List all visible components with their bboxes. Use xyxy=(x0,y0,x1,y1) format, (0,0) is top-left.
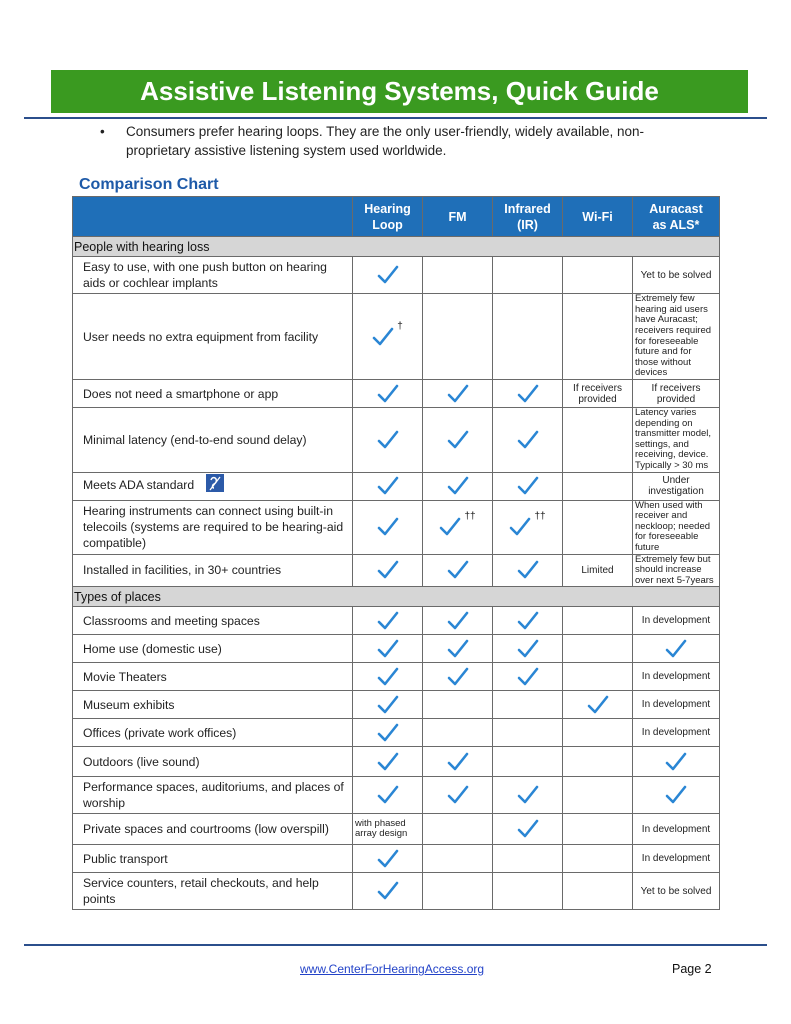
cell-infrared xyxy=(493,873,563,910)
table-row xyxy=(73,257,720,294)
checkmark-icon xyxy=(517,384,539,404)
cell-auracast xyxy=(633,747,720,777)
checkmark-icon xyxy=(377,785,399,805)
cell-fm xyxy=(423,747,493,777)
cell-infrared xyxy=(493,691,563,719)
hearing-assistance-icon xyxy=(206,474,224,492)
cell-fm xyxy=(423,554,493,587)
table-row xyxy=(73,380,720,408)
row-label: Movie Theaters xyxy=(83,669,167,684)
row-label: Offices (private work offices) xyxy=(83,725,237,740)
cell-fm xyxy=(423,691,493,719)
cell-note: Extremely few hearing aid users have Auracast; receivers required for foreseeable future and for those without devices xyxy=(635,293,712,379)
cell-wifi xyxy=(563,380,633,408)
row-label-cell xyxy=(73,845,353,873)
table-row xyxy=(73,554,720,587)
bullet-dot-icon: • xyxy=(100,124,105,139)
row-label: Easy to use, with one push button on hearing aids or cochlear implants xyxy=(83,260,327,290)
row-label-cell xyxy=(73,747,353,777)
checkmark-icon xyxy=(517,819,539,839)
cell-wifi xyxy=(563,554,633,587)
comparison-table xyxy=(72,196,720,910)
row-label: Museum exhibits xyxy=(83,697,175,712)
cell-hearing-loop xyxy=(353,814,423,845)
row-label-cell xyxy=(73,294,353,380)
intro-bullet xyxy=(100,122,690,160)
checkmark-icon xyxy=(447,611,469,631)
cell-hearing-loop xyxy=(353,635,423,663)
cell-note: In development xyxy=(641,615,711,627)
cell-note: If receivers provided xyxy=(651,382,701,405)
cell-hearing-loop xyxy=(353,873,423,910)
row-label: Private spaces and courtrooms (low overspill) xyxy=(83,822,329,837)
cell-fm xyxy=(423,500,493,554)
row-label: Performance spaces, auditoriums, and places of worship xyxy=(83,780,344,811)
checkmark-icon xyxy=(447,785,469,805)
row-label-cell xyxy=(73,607,353,635)
cell-fm xyxy=(423,408,493,473)
checkmark-icon xyxy=(377,517,399,537)
cell-infrared xyxy=(493,408,563,473)
cell-hearing-loop xyxy=(353,719,423,747)
cell-auracast xyxy=(633,294,720,380)
checkmark-icon xyxy=(517,476,539,496)
table-row xyxy=(73,663,720,691)
checkmark-icon xyxy=(517,639,539,659)
cell-auracast xyxy=(633,607,720,635)
cell-auracast xyxy=(633,845,720,873)
section-row xyxy=(73,237,720,257)
table-row xyxy=(73,814,720,845)
checkmark-icon xyxy=(377,476,399,496)
cell-fm xyxy=(423,873,493,910)
checkmark-icon xyxy=(665,752,687,772)
cell-fm xyxy=(423,607,493,635)
cell-wifi xyxy=(563,607,633,635)
header-line: FM xyxy=(448,209,467,224)
checkmark-icon xyxy=(377,639,399,659)
checkmark-icon xyxy=(377,723,399,743)
row-label: Minimal latency (end-to-end sound delay) xyxy=(83,432,307,447)
website-link[interactable]: www.CenterForHearingAccess.org xyxy=(300,962,485,976)
cell-auracast xyxy=(633,691,720,719)
row-label-cell xyxy=(73,257,353,294)
checkmark-icon xyxy=(377,849,399,869)
cell-auracast xyxy=(633,635,720,663)
cell-hearing-loop xyxy=(353,408,423,473)
footnote-mark: †† xyxy=(534,511,546,523)
cell-fm xyxy=(423,294,493,380)
cell-fm xyxy=(423,663,493,691)
page-title: Assistive Listening Systems, Quick Guide xyxy=(51,70,748,113)
table-row xyxy=(73,719,720,747)
cell-wifi xyxy=(563,500,633,554)
checkmark-icon xyxy=(447,384,469,404)
header-divider xyxy=(24,117,767,119)
cell-wifi xyxy=(563,257,633,294)
cell-auracast xyxy=(633,380,720,408)
row-label: Home use (domestic use) xyxy=(83,641,222,656)
row-label: Service counters, retail checkouts, and help points xyxy=(83,876,319,907)
cell-hearing-loop xyxy=(353,380,423,408)
checkmark-icon xyxy=(665,639,687,659)
cell-fm xyxy=(423,472,493,500)
cell-wifi xyxy=(563,873,633,910)
table-row xyxy=(73,408,720,473)
row-label-cell xyxy=(73,472,353,500)
cell-infrared xyxy=(493,635,563,663)
cell-infrared xyxy=(493,472,563,500)
header-line: (IR) xyxy=(517,217,538,232)
cell-hearing-loop xyxy=(353,777,423,814)
section-heading: People with hearing loss xyxy=(73,237,720,257)
table-row xyxy=(73,777,720,814)
cell-infrared xyxy=(493,554,563,587)
cell-auracast xyxy=(633,873,720,910)
cell-hearing-loop xyxy=(353,257,423,294)
cell-fm xyxy=(423,257,493,294)
cell-wifi xyxy=(563,663,633,691)
page-number: Page 2 xyxy=(672,962,712,976)
row-label: Outdoors (live sound) xyxy=(83,754,200,769)
cell-wifi xyxy=(563,747,633,777)
cell-wifi xyxy=(563,691,633,719)
table-row xyxy=(73,607,720,635)
cell-auracast xyxy=(633,554,720,587)
header-line: Loop xyxy=(372,217,403,232)
cell-note: In development xyxy=(641,823,711,835)
cell-note: If receivers provided xyxy=(573,382,622,405)
cell-note: In development xyxy=(641,727,711,739)
row-label-cell xyxy=(73,777,353,814)
cell-hearing-loop xyxy=(353,845,423,873)
row-label-cell xyxy=(73,873,353,910)
cell-auracast xyxy=(633,814,720,845)
checkmark-icon xyxy=(377,560,399,580)
row-label-cell xyxy=(73,380,353,408)
cell-infrared xyxy=(493,257,563,294)
row-label: Public transport xyxy=(83,851,168,866)
table-header-row xyxy=(73,197,720,237)
table-row xyxy=(73,747,720,777)
header-line: Wi-Fi xyxy=(582,209,613,224)
cell-fm xyxy=(423,845,493,873)
cell-note: In development xyxy=(641,853,711,865)
checkmark-icon xyxy=(517,430,539,450)
cell-note: Latency varies depending on transmitter model, settings, and receiving, device. Typically > 30 ms xyxy=(635,407,712,471)
cell-wifi xyxy=(563,472,633,500)
cell-note: In development xyxy=(641,699,711,711)
header-blank-cell xyxy=(73,197,353,237)
checkmark-icon xyxy=(517,785,539,805)
cell-infrared xyxy=(493,747,563,777)
row-label: Installed in facilities, in 30+ countries xyxy=(83,563,282,578)
checkmark-icon xyxy=(509,517,531,537)
checkmark-icon xyxy=(447,752,469,772)
header-line: Hearing xyxy=(364,201,411,216)
header-infrared xyxy=(493,197,563,237)
table-row xyxy=(73,294,720,380)
cell-infrared xyxy=(493,380,563,408)
checkmark-icon xyxy=(447,639,469,659)
cell-note: Limited xyxy=(581,564,614,576)
cell-hearing-loop xyxy=(353,663,423,691)
cell-wifi xyxy=(563,814,633,845)
row-label-cell xyxy=(73,663,353,691)
header-line: Infrared xyxy=(504,201,551,216)
checkmark-icon xyxy=(447,667,469,687)
footnote-mark: † xyxy=(397,320,403,332)
header-auracast xyxy=(633,197,720,237)
checkmark-icon xyxy=(665,785,687,805)
cell-fm xyxy=(423,777,493,814)
cell-infrared xyxy=(493,845,563,873)
checkmark-icon xyxy=(447,560,469,580)
checkmark-icon xyxy=(377,384,399,404)
cell-note: When used with receiver and neckloop; needed for foreseeable future xyxy=(635,499,711,553)
checkmark-icon xyxy=(377,667,399,687)
row-label-cell xyxy=(73,814,353,845)
footer-divider xyxy=(24,944,767,946)
checkmark-icon xyxy=(377,695,399,715)
header-hearing-loop xyxy=(353,197,423,237)
row-label: Classrooms and meeting spaces xyxy=(83,613,260,628)
checkmark-icon xyxy=(447,430,469,450)
checkmark-icon xyxy=(377,430,399,450)
row-label-cell xyxy=(73,554,353,587)
table-row xyxy=(73,691,720,719)
checkmark-icon xyxy=(439,517,461,537)
cell-infrared xyxy=(493,777,563,814)
checkmark-icon xyxy=(517,560,539,580)
cell-auracast xyxy=(633,777,720,814)
cell-hearing-loop xyxy=(353,500,423,554)
cell-auracast xyxy=(633,257,720,294)
checkmark-icon xyxy=(377,752,399,772)
cell-fm xyxy=(423,719,493,747)
cell-hearing-loop xyxy=(353,472,423,500)
intro-bullet-text: Consumers prefer hearing loops. They are the only user-friendly, widely available, non-proprietary assistive listening system used worldwide. xyxy=(126,124,645,158)
row-label: Hearing instruments can connect using built-in telecoils (systems are required to be hearing-aid compatible) xyxy=(83,504,344,551)
checkmark-icon xyxy=(377,881,399,901)
table-row xyxy=(73,873,720,910)
cell-wifi xyxy=(563,408,633,473)
row-label: User needs no extra equipment from facility xyxy=(83,329,319,344)
section-row xyxy=(73,587,720,607)
table-row xyxy=(73,500,720,554)
checkmark-icon xyxy=(517,611,539,631)
cell-hearing-loop xyxy=(353,607,423,635)
cell-fm xyxy=(423,814,493,845)
checkmark-icon xyxy=(517,667,539,687)
row-label: Does not need a smartphone or app xyxy=(83,386,279,401)
header-line: Auracast xyxy=(649,201,703,216)
cell-note: Yet to be solved xyxy=(640,269,712,281)
cell-fm xyxy=(423,380,493,408)
cell-infrared xyxy=(493,500,563,554)
row-label-cell xyxy=(73,635,353,663)
cell-hearing-loop xyxy=(353,294,423,380)
cell-hearing-loop xyxy=(353,747,423,777)
cell-infrared xyxy=(493,294,563,380)
cell-wifi xyxy=(563,777,633,814)
table-row xyxy=(73,845,720,873)
checkmark-icon xyxy=(587,695,609,715)
cell-note: In development xyxy=(641,671,711,683)
cell-note: Yet to be solved xyxy=(640,885,712,897)
cell-hearing-loop xyxy=(353,554,423,587)
checkmark-icon xyxy=(447,476,469,496)
checkmark-icon xyxy=(377,611,399,631)
cell-note: Extremely few but should increase over next 5-7years xyxy=(635,553,714,586)
cell-infrared xyxy=(493,719,563,747)
cell-note: with phased array design xyxy=(355,817,408,840)
section-heading: Types of places xyxy=(73,587,720,607)
header-wifi xyxy=(563,197,633,237)
cell-infrared xyxy=(493,814,563,845)
footnote-mark: †† xyxy=(464,511,476,523)
cell-hearing-loop xyxy=(353,691,423,719)
table-row xyxy=(73,472,720,500)
cell-auracast xyxy=(633,472,720,500)
cell-auracast xyxy=(633,663,720,691)
cell-wifi xyxy=(563,294,633,380)
cell-wifi xyxy=(563,719,633,747)
row-label: Meets ADA standard xyxy=(83,478,195,493)
cell-wifi xyxy=(563,845,633,873)
table-row xyxy=(73,635,720,663)
comparison-chart-heading: Comparison Chart xyxy=(79,176,219,193)
checkmark-icon xyxy=(377,265,399,285)
cell-infrared xyxy=(493,663,563,691)
cell-auracast xyxy=(633,408,720,473)
row-label-cell xyxy=(73,500,353,554)
header-line: as ALS* xyxy=(652,217,700,232)
row-label-cell xyxy=(73,408,353,473)
header-fm xyxy=(423,197,493,237)
cell-auracast xyxy=(633,719,720,747)
cell-auracast xyxy=(633,500,720,554)
cell-fm xyxy=(423,635,493,663)
checkmark-icon xyxy=(372,327,394,347)
row-label-cell xyxy=(73,719,353,747)
row-label-cell xyxy=(73,691,353,719)
cell-note: Under investigation xyxy=(648,475,704,498)
cell-infrared xyxy=(493,607,563,635)
cell-wifi xyxy=(563,635,633,663)
